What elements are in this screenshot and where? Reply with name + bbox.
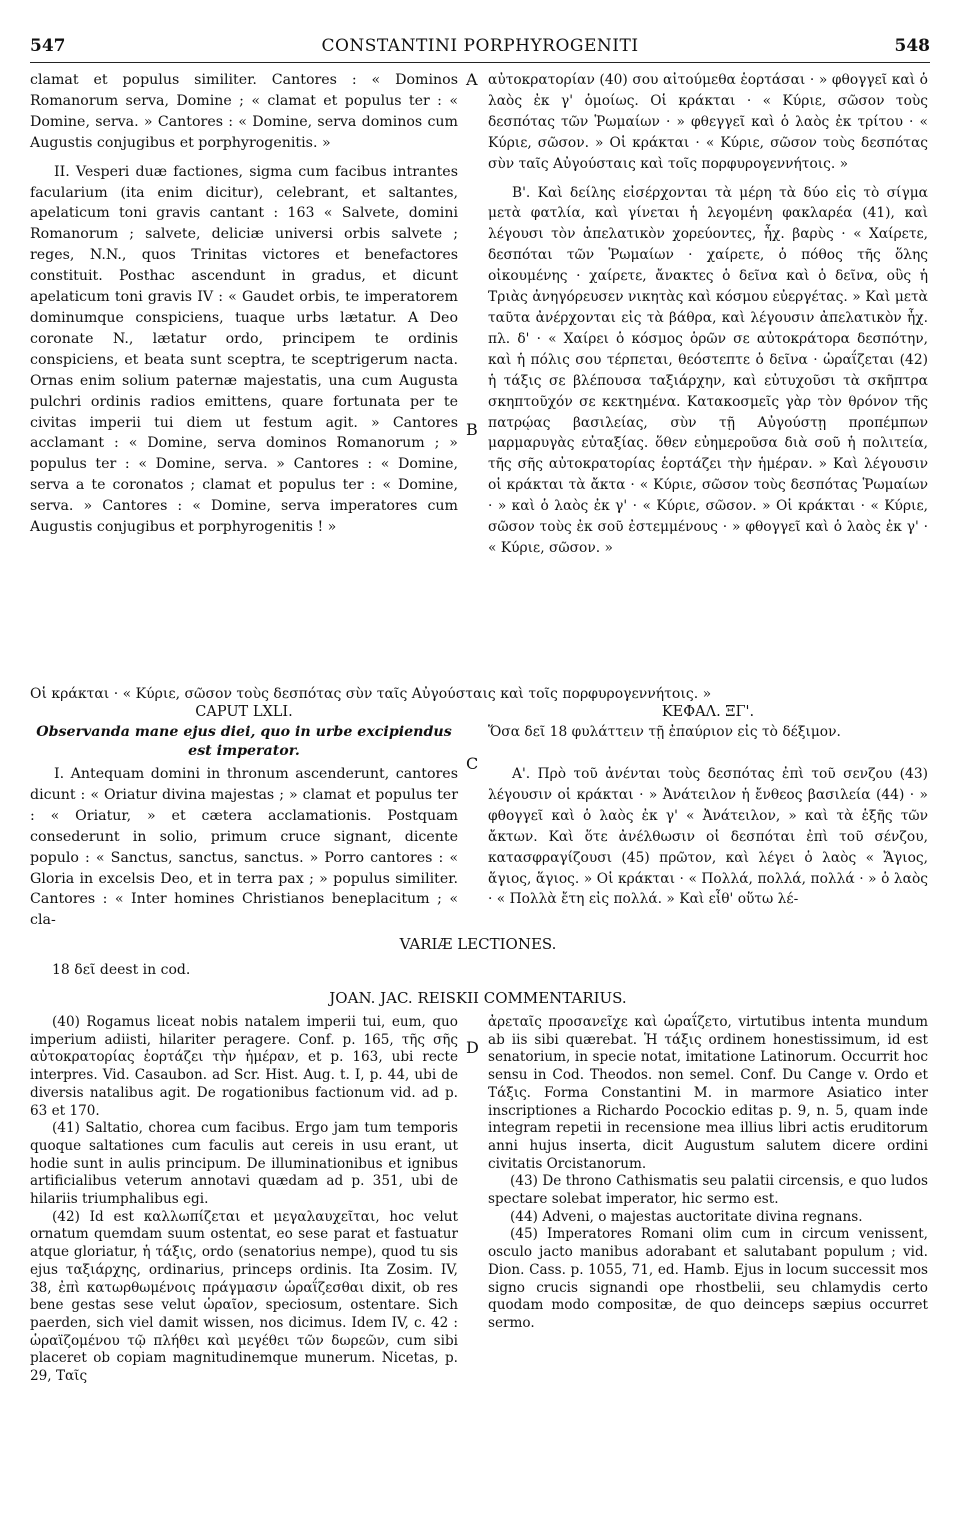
commentary-left-column [30, 1014, 458, 1386]
commentary-right-column [488, 1014, 928, 1333]
latin-section-one [30, 764, 458, 931]
running-title: CONSTANTINI PORPHYROGENITI [321, 36, 639, 56]
commentary-note-43: (43) De throno Cathismatis seu palatii circensis, e quo ludos spectare solebat imperator, hic sermo est. [488, 1173, 928, 1208]
latin-paragraph: clamat et populus similiter. Cantores : « Dominos Romanorum serva, Domine ; « clamat et populus ter : « Domine, serva. » Cantores : « Domine, serva dominos cum Augustis conjugibus et porphyrogenitis. » [30, 72, 458, 151]
full-width-acclamation: Οἱ κράκται · « Κύριε, σῶσον τοὺς δεσπότας σὺν ταῖς Αὐγούσταις καὶ τοῖς πορφυρογεννήτοις. » [30, 686, 712, 702]
chapter-subtitle-latin: Observanda mane ejus diei, quo in urbe excipiendus est imperator. [36, 724, 452, 759]
latin-column-top [30, 70, 458, 538]
footnote-18: 18 δεῖ deest in cod. [52, 962, 191, 978]
variae-lectiones-heading: VARIÆ LECTIONES. [399, 935, 557, 953]
greek-paragraph: Β'. Καὶ δείλης εἰσέρχονται τὰ μέρη τὰ δύο εἰς τὸ σίγμα μετὰ φατλία, καὶ γίνεται ἡ λεγομένη φακλαρέα (41), καὶ λέγουσι τὸν ἀπελατικὸν χορεύοντες, ἦχ. βαρὺς · « Χαίρετε, δεσπόται τῶν Ῥωμαίων · χαίρετε, ὁ πόθος τῆς ὅλης οἰκουμένης · χαίρετε, ἄνακτες ὁ δεῖνα καὶ ὁ δεῖνα, οὓς ἡ Τριὰς ἀνηγόρευσεν νικητὰς καὶ κόσμου εὐεργέτας. » Καὶ μετὰ ταῦτα ἀνέρχονται εἰς τὰ βάθρα, καὶ λέγουσιν ἀπελατικὸν ἦχ. πλ. δ' · « Χαίρει ὁ κόσμος ὁρῶν σε αὐτοκράτορα δεσπότην, καὶ ἡ πόλις σου τέρπεται, θεόστεπτε ὁ δεῖνα · ὡραΐζεται (42) ἡ τάξις σε βλέπουσα ταξιάρχην, καὶ εὐτυχοῦσι τὰ σκῆπτρα σκηπτοῦχόν σε κεκτημένα. Κατακοσμεῖς γὰρ τὸν θρόνον τῆς πατρῴας βασιλείας, σὺν τῇ Αὐγούστῃ προπέμπων μαρμαρυγὰς εὐταξίας. ὅθεν εὐημεροῦσα διὰ σοῦ ἡ πολιτεία, τῆς σῆς αὐτοκρατορίας ἑορτάζει τὴν ἡμέραν. » Καὶ λέγουσιν οἱ κράκται τὰ ἄκτα · « Κύριε, σῶσον τοὺς δεσπότας Ῥωμαίων · » καὶ ὁ λαὸς ἐκ γ' · « Κύριε, σῶσον. » Οἱ κράκται · « Κύριε, σῶσον τοὺς ἐκ σοῦ ἐστεμμένους · » φθογγεῖ καὶ ὁ λαὸς ἐκ γ' · « Κύριε, σῶσον. » [488, 184, 928, 556]
greek-section-one [488, 764, 928, 910]
commentary-note-41: (41) Saltatio, chorea cum facibus. Ergo jam tum temporis quoque saltationes cum faculis aut cereis in usu erant, ut hodie sunt in aulis principum. De illuminationibus et ignibus artificialibus veterum annotavi quædam ad p. 351, ubi de hilariis triumphalibus egi. [30, 1120, 458, 1208]
margin-marker-c: C [466, 754, 479, 773]
margin-marker-d: D [466, 1038, 479, 1057]
commentary-note-44: (44) Adveni, o majestas auctoritate divina regnans. [510, 1208, 863, 1225]
latin-paragraph: II. Vesperi duæ factiones, sigma cum facibus intrantes facularium (ita enim dicitur), celebrant, et saltantes, apelaticum toni gravis cantant : 163 « Salvete, domini Romanorum ; salvete, deliciæ universi orbis salvete ; reges, N.N., quos Trinitas victores et benefactores constituit. Posthac ascendunt in gradus, et dicunt apelaticum toni gravis IV : « Gaudet orbis, te imperatorem dominumque conspiciens, tuaque urbs lætatur. A Deo coronate N., lætatur ordo, principem te ordinis conspiciens, et beata sunt sceptra, te sceptrigerum nacta. Ornas enim solium paternæ majestatis, una cum Augusta pulchri ordinis radios emittens, quare fortunata per te civitas imperii tui diem ut festum agit. » Cantores acclamant : « Domine, serva dominos Romanorum ; » populus ter : « Domine, serva. » Cantores : « Domine, serva a te coronatos ; clamat et populus ter : « Domine, serva. » Cantores : « Domine, serva imperatores cum Augustis conjugibus et porphyrogenitis ! » [30, 163, 458, 536]
header-rule [30, 62, 930, 63]
page-number-right: 548 [894, 36, 930, 56]
greek-column-top [488, 70, 928, 559]
commentary-note-45: (45) Imperatores Romani olim cum in circum venissent, osculo jacto manibus adorabant et salutabant populum ; vid. Dion. Cass. p. 1055, 71, ed. Hamb. Ejus in locum successit mos signo crucis signandi ope rhostbelii, seu chlamydis certo quodam modo compositæ, de quo deinceps sæpius occurret sermo. [488, 1226, 928, 1331]
chapter-heading-latin: CAPUT LXLI. [195, 704, 293, 720]
greek-paragraph: αὐτοκρατορίαν (40) σου αἰτούμεθα ἑορτάσαι · » φθογγεῖ καὶ ὁ λαὸς ἐκ γ' ὁμοίως. Οἱ κράκται · « Κύριε, σῶσον τοὺς δεσπότας τῶν Ῥωμαίων · » φθεγγεῖ καὶ ὁ λαὸς ἐκ τρίτου · « Κύριε, σῶσον. » Οἱ κράκται · « Κύριε, σῶσον τοὺς δεσπότας σὺν ταῖς Αὐγούσταις καὶ τοῖς πορφυρογεννήτοις. » [488, 72, 928, 172]
commentary-note-40: (40) Rogamus liceat nobis natalem imperii tui, eum, quo imperium adiisti, hilariter peragere. Conf. p. 165, τῆς σῆς αὐτοκρατορίας ἑορτάζει τὴν ἡμέραν, et p. 163, ubi recte interpres. Vid. Casaubon. ad Scr. Hist. Aug. t. I, p. 44, ubi de diversis natalibus agit. De rogationibus factionum vid. ad p. 63 et 170. [30, 1014, 458, 1119]
greek-paragraph: Α'. Πρὸ τοῦ ἀνένται τοὺς δεσπότας ἐπὶ τοῦ σενζου (43) λέγουσιν οἱ κράκται · » Ἀνάτειλον ἡ ἔνθεος βασιλεία (44) · » φθογγεῖ καὶ ὁ λαὸς ἐκ γ' « Ἀνάτειλον, » καὶ τὰ ἑξῆς τῶν ἄκτων. Καὶ ὅτε ἀνέλθωσιν οἱ δεσπόται ἐπὶ τοῦ σένζου, κατασφραγίζουσι (45) πρῶτον, καὶ λέγει ὁ λαὸς « Ἅγιος, ἅγιος, ἅγιος. » Οἱ κράκται · « Πολλά, πολλά, πολλά · » ὁ λαὸς · « Πολλὰ ἔτη εἰς πολλά. » Καὶ εἶθ' οὕτω λέ- [488, 766, 928, 908]
margin-marker-b: B [466, 420, 478, 439]
commentary-note-42-cont: ἀρεταῖς προσανεῖχε καὶ ὡραΐζετο, virtutibus intenta mundum ab iis sibi quærebat. Ἡ τάξις ordinem honestissimum, id est senatorium, in specie notat, imitatione Latinorum. Occurrit hoc sensu in Cod. Theodos. non semel. Conf. Du Cange v. Ordo et Τάξις. Forma Constantini M. in marmore Asiatico inter inscriptiones a Richardo Pocockio editas p. 9, n. 5, quam inde integram repetii in recensione mea illius libri actis eruditorum anni hujus inserta, dicit Augustum salutem dicere ordini civitatis Orcistanorum. [488, 1014, 928, 1172]
margin-marker-a: A [466, 70, 478, 89]
page-number-left: 547 [30, 36, 66, 56]
running-header [30, 36, 930, 60]
commentary-heading: JOAN. JAC. REISKII COMMENTARIUS. [329, 989, 627, 1007]
chapter-subtitle-greek: Ὅσα δεῖ 18 φυλάττειν τῇ ἐπαύριον εἰς τὸ δέξιμον. [488, 724, 841, 740]
chapter-heading-greek: ΚΕΦΑΛ. ΞΓ'. [661, 704, 755, 720]
commentary-note-42: (42) Id est καλλωπίζεται et μεγαλαυχεῖται, hoc velut ornatum quemdam suum ostentat, eo sese parat et fastuatur atque gloriatur, ἡ τάξις, ordo (senatorius nempe), quod tu sis ejus ταξιάρχης, ordinarius, princeps ordinis. Ita Zosim. IV, 38, ἐπὶ κατωρθωμένοις πράγμασιν ὡραΐζεσθαι dixit, ob res bene gestas sese velut ὡραῖον, speciosum, ostentare. Sich paerden, sich viel damit wissen, nos dicimus. Idem IV, c. 42 : ὡραϊζομένου τῷ πλήθει καὶ μεγέθει τῶν δωρεῶν, cum sibi placeret ob copiam magnitudinemque munerum. Nicetas, p. 29, Ταῖς [30, 1208, 458, 1385]
latin-paragraph: I. Antequam domini in thronum ascenderunt, cantores dicunt : « Oriatur divina majestas ; » clamat et populus ter : « Oriatur, » et cætera acclamationis. Postquam consederunt in solio, primum cruce signant, dicente populo : « Sanctus, sanctus, sanctus. » Porro cantores : « Gloria in excelsis Deo, et in terra pax ; » populus similiter. Cantores : « Inter homines Christianos beneplacitum ; « cla- [30, 766, 458, 929]
